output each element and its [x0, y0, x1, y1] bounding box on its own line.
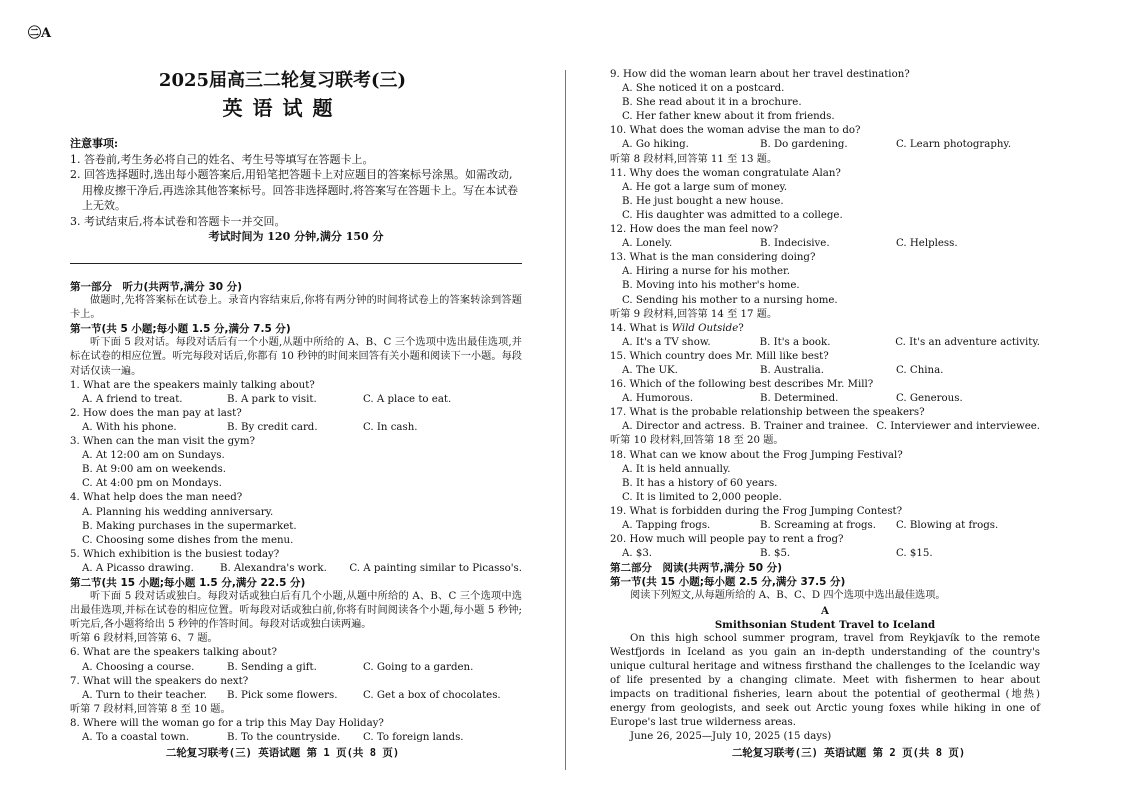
- question-11: 11. Why does the woman congratulate Alan?: [610, 167, 841, 179]
- question-8: 8. Where will the woman go for a trip this May Day Holiday?: [70, 717, 384, 729]
- part2-intro: 阅读下列短文,从每题所给的 A、B、C、D 四个选项中选出最佳选项。: [630, 590, 946, 602]
- material-6-instruction: 听第 6 段材料,回答第 6、7 题。: [70, 633, 218, 645]
- material-8-instruction: 听第 8 段材料,回答第 11 至 13 题。: [610, 153, 778, 165]
- option-b: B. A park to visit.: [227, 393, 317, 405]
- question-15: 15. Which country does Mr. Mill like best?: [610, 350, 829, 362]
- question-5-options: [70, 562, 522, 576]
- part2-heading: 第二部分 阅读(共两节,满分 50 分): [610, 562, 783, 575]
- option-a: A. A Picasso drawing.: [82, 562, 194, 574]
- left-column: [70, 280, 522, 745]
- option-b: B. Moving into his mother's home.: [622, 280, 800, 292]
- right-column: [610, 68, 1040, 745]
- question-4: 4. What help does the man need?: [70, 492, 243, 504]
- option-a: A. He got a large sum of money.: [622, 181, 788, 193]
- note-item: 1. 答卷前,考生务必将自己的姓名、考生号等填写在答题卡上。: [70, 152, 374, 166]
- option-b: B. Trainer and trainee.: [750, 421, 869, 433]
- option-b: B. Sending a gift.: [227, 661, 317, 673]
- corner-mark: ㊁A: [28, 26, 52, 41]
- option-a: A. Director and actress.: [622, 421, 746, 433]
- option-c: C. A painting similar to Picasso's.: [349, 562, 522, 574]
- question-12: 12. How does the man feel now?: [610, 224, 779, 236]
- material-7-instruction: 听第 7 段材料,回答第 8 至 10 题。: [70, 703, 231, 715]
- option-b: B. $5.: [760, 548, 791, 560]
- option-a: A. Planning his wedding anniversary.: [82, 506, 274, 518]
- option-b: B. Pick some flowers.: [227, 689, 338, 701]
- option-a: A. The UK.: [622, 364, 678, 376]
- divider-line: [70, 263, 522, 264]
- option-b: B. To the countryside.: [227, 732, 341, 743]
- part1-intro: 做题时,先将答案标在试卷上。录音内容结束后,你将有两分钟的时间将试卷上的答案转涂到答题卡上。: [70, 295, 522, 321]
- question-7-options: [70, 689, 522, 703]
- question-10-options: [610, 138, 1040, 152]
- question-7: 7. What will the speakers do next?: [70, 675, 249, 687]
- option-b: B. Making purchases in the supermarket.: [82, 520, 297, 532]
- option-a: A. With his phone.: [82, 421, 177, 433]
- option-a: A. A friend to treat.: [82, 393, 183, 405]
- question-10: 10. What does the woman advise the man to do?: [610, 125, 861, 137]
- footer-page-1: 二轮复习联考(三) 英语试题 第 1 页(共 8 页): [165, 747, 400, 759]
- option-c: C. Helpless.: [896, 238, 958, 250]
- option-b: B. It has a history of 60 years.: [622, 477, 778, 489]
- question-8-options: [70, 731, 522, 745]
- question-12-options: [610, 237, 1040, 251]
- section1-heading: 第一节(共 5 小题;每小题 1.5 分,满分 7.5 分): [70, 323, 291, 336]
- note-item: 2. 回答选择题时,选出每小题答案后,用铅笔把答题卡上对应题目的答案标号涂黑。如需改动,用橡皮擦干净后,再选涂其他答案标号。回答非选择题时,将答案写在答题卡上。写在本试卷上无效。: [70, 168, 518, 212]
- note-item: 3. 考试结束后,将本试卷和答题卡一并交回。: [70, 214, 286, 228]
- section1-intro: 听下面 5 段对话。每段对话后有一个小题,从题中所给的 A、B、C 三个选项中选出最佳选项,并标在试卷的相应位置。听完每段对话后,你都有 10 秒钟的时间来回答有关小题和阅读下一小题。每段对话仅读一遍。: [70, 337, 522, 377]
- question-18: 18. What can we know about the Frog Jumping Festival?: [610, 449, 903, 461]
- option-b: B. Determined.: [760, 393, 839, 405]
- option-c: C. Interviewer and interviewee.: [876, 421, 1040, 433]
- option-b: B. Alexandra's work.: [219, 562, 327, 574]
- part2-section1-heading: 第一节(共 15 小题;每小题 2.5 分,满分 37.5 分): [610, 576, 846, 589]
- passage-letter: A: [821, 604, 829, 617]
- option-c: C. In cash.: [363, 421, 418, 433]
- option-a: A. To a coastal town.: [82, 732, 190, 743]
- option-b: B. Indecisive.: [760, 238, 830, 250]
- option-a: A. Hiring a nurse for his mother.: [622, 266, 790, 278]
- option-b: B. Screaming at frogs.: [760, 520, 877, 531]
- notes-heading: 注意事项:: [70, 137, 119, 150]
- question-2: 2. How does the man pay at last?: [70, 407, 242, 419]
- question-17-options: [610, 420, 1040, 434]
- question-5: 5. Which exhibition is the busiest today?: [70, 548, 280, 560]
- option-a: A. Go hiking.: [622, 139, 689, 151]
- exam-notes: [70, 136, 522, 245]
- option-a: A. Lonely.: [622, 238, 673, 250]
- question-19-options: [610, 519, 1040, 533]
- option-a: A. Tapping frogs.: [622, 520, 711, 531]
- question-20-options: [610, 547, 1040, 561]
- question-13: 13. What is the man considering doing?: [610, 252, 816, 264]
- option-b: B. Do gardening.: [760, 139, 848, 151]
- program-dates: June 26, 2025—July 10, 2025 (15 days): [630, 731, 832, 743]
- passage-title: Smithsonian Student Travel to Iceland: [714, 618, 936, 631]
- passage-text: On this high school summer program, travel from Reykjavík to the remote Westfjords in Iceland as you gain an in-depth understanding of the country's unique cultural heritage and witness firsthand the challenges to the Icelandic way of life presented by a changing climate. Meet with fishermen to hear about impacts on traditional fisheries, learn about the potential of geothermal (地热) energy from geologists, and seek out Arctic young foxes while hiking in one of Europe's last true wilderness areas.: [610, 632, 1040, 729]
- option-c: C. Choosing some dishes from the menu.: [82, 534, 294, 546]
- subject-title: 英语试题: [222, 96, 343, 120]
- option-c: C. Get a box of chocolates.: [363, 689, 501, 701]
- option-c: C. To foreign lands.: [363, 732, 464, 743]
- footer-page-2: 二轮复习联考(三) 英语试题 第 2 页(共 8 页): [731, 747, 966, 759]
- option-b: B. At 9:00 am on weekends.: [82, 464, 227, 476]
- question-6-options: [70, 661, 522, 675]
- question-14: [610, 322, 1040, 336]
- right-page: [566, 0, 1131, 800]
- option-c: C. His daughter was admitted to a college.: [622, 209, 843, 221]
- question-2-options: [70, 421, 522, 435]
- question-14-text: 14. What is: [610, 322, 672, 334]
- question-6: 6. What are the speakers talking about?: [70, 647, 277, 659]
- question-15-options: [610, 364, 1040, 378]
- option-a: A. It is held annually.: [622, 463, 731, 475]
- question-14-mark: ?: [738, 322, 744, 334]
- option-b: B. By credit card.: [227, 421, 318, 433]
- left-page: [0, 0, 565, 800]
- question-1-options: [70, 393, 522, 407]
- option-c: C. At 4:00 pm on Mondays.: [82, 478, 222, 490]
- material-10-instruction: 听第 10 段材料,回答第 18 至 20 题。: [610, 435, 784, 447]
- section2-heading: 第二节(共 15 小题;每小题 1.5 分,满分 22.5 分): [70, 576, 306, 589]
- question-1: 1. What are the speakers mainly talking about?: [70, 379, 315, 391]
- option-c: C. Sending his mother to a nursing home.: [622, 294, 838, 306]
- option-c: C. Her father knew about it from friends.: [622, 111, 835, 123]
- option-a: A. Turn to their teacher.: [82, 689, 207, 701]
- option-c: C. $15.: [896, 548, 933, 560]
- option-a: A. It's a TV show.: [622, 336, 711, 348]
- option-c: C. Going to a garden.: [363, 661, 474, 673]
- question-16-options: [610, 392, 1040, 406]
- option-a: A. At 12:00 am on Sundays.: [82, 450, 225, 462]
- option-a: A. Choosing a course.: [82, 661, 195, 673]
- exam-time: 考试时间为 120 分钟,满分 150 分: [208, 230, 384, 243]
- option-c: C. Blowing at frogs.: [896, 520, 999, 531]
- option-a: A. She noticed it on a postcard.: [622, 83, 785, 95]
- question-20: 20. How much will people pay to rent a frog?: [610, 534, 844, 546]
- option-a: A. $3.: [622, 548, 653, 560]
- option-b: B. It's a book.: [759, 336, 831, 348]
- question-14-options: [610, 336, 1040, 350]
- option-b: B. He just bought a new house.: [622, 195, 784, 207]
- question-19: 19. What is forbidden during the Frog Jumping Contest?: [610, 505, 903, 517]
- option-b: B. She read about it in a brochure.: [622, 97, 802, 109]
- option-c: C. Generous.: [896, 393, 963, 405]
- question-14-title: Wild Outside: [671, 322, 739, 334]
- option-c: C. It is limited to 2,000 people.: [622, 491, 782, 503]
- part1-heading: 第一部分 听力(共两节,满分 30 分): [70, 281, 243, 293]
- material-9-instruction: 听第 9 段材料,回答第 14 至 17 题。: [610, 308, 778, 320]
- option-c: C. China.: [896, 364, 944, 376]
- section2-intro: 听下面 5 段对话或独白。每段对话或独白后有几个小题,从题中所给的 A、B、C 三个选项中选出最佳选项,并标在试卷的相应位置。听每段对话或独白前,你将有时间阅读各个小题,每小题 5 秒钟;听完后,各小题将给出 5 秒钟的作答时间。每段对话或独白读两遍。: [70, 591, 522, 631]
- exam-title: 2025届高三二轮复习联考(三): [158, 70, 407, 91]
- option-c: C. A place to eat.: [363, 393, 452, 405]
- option-b: B. Australia.: [760, 364, 824, 376]
- option-a: A. Humorous.: [622, 393, 694, 405]
- option-c: C. It's an adventure activity.: [895, 336, 1040, 348]
- option-c: C. Learn photography.: [896, 139, 1012, 151]
- question-17: 17. What is the probable relationship between the speakers?: [610, 407, 925, 419]
- question-9: 9. How did the woman learn about her travel destination?: [610, 69, 910, 80]
- question-16: 16. Which of the following best describes Mr. Mill?: [610, 379, 874, 391]
- question-3: 3. When can the man visit the gym?: [70, 436, 256, 448]
